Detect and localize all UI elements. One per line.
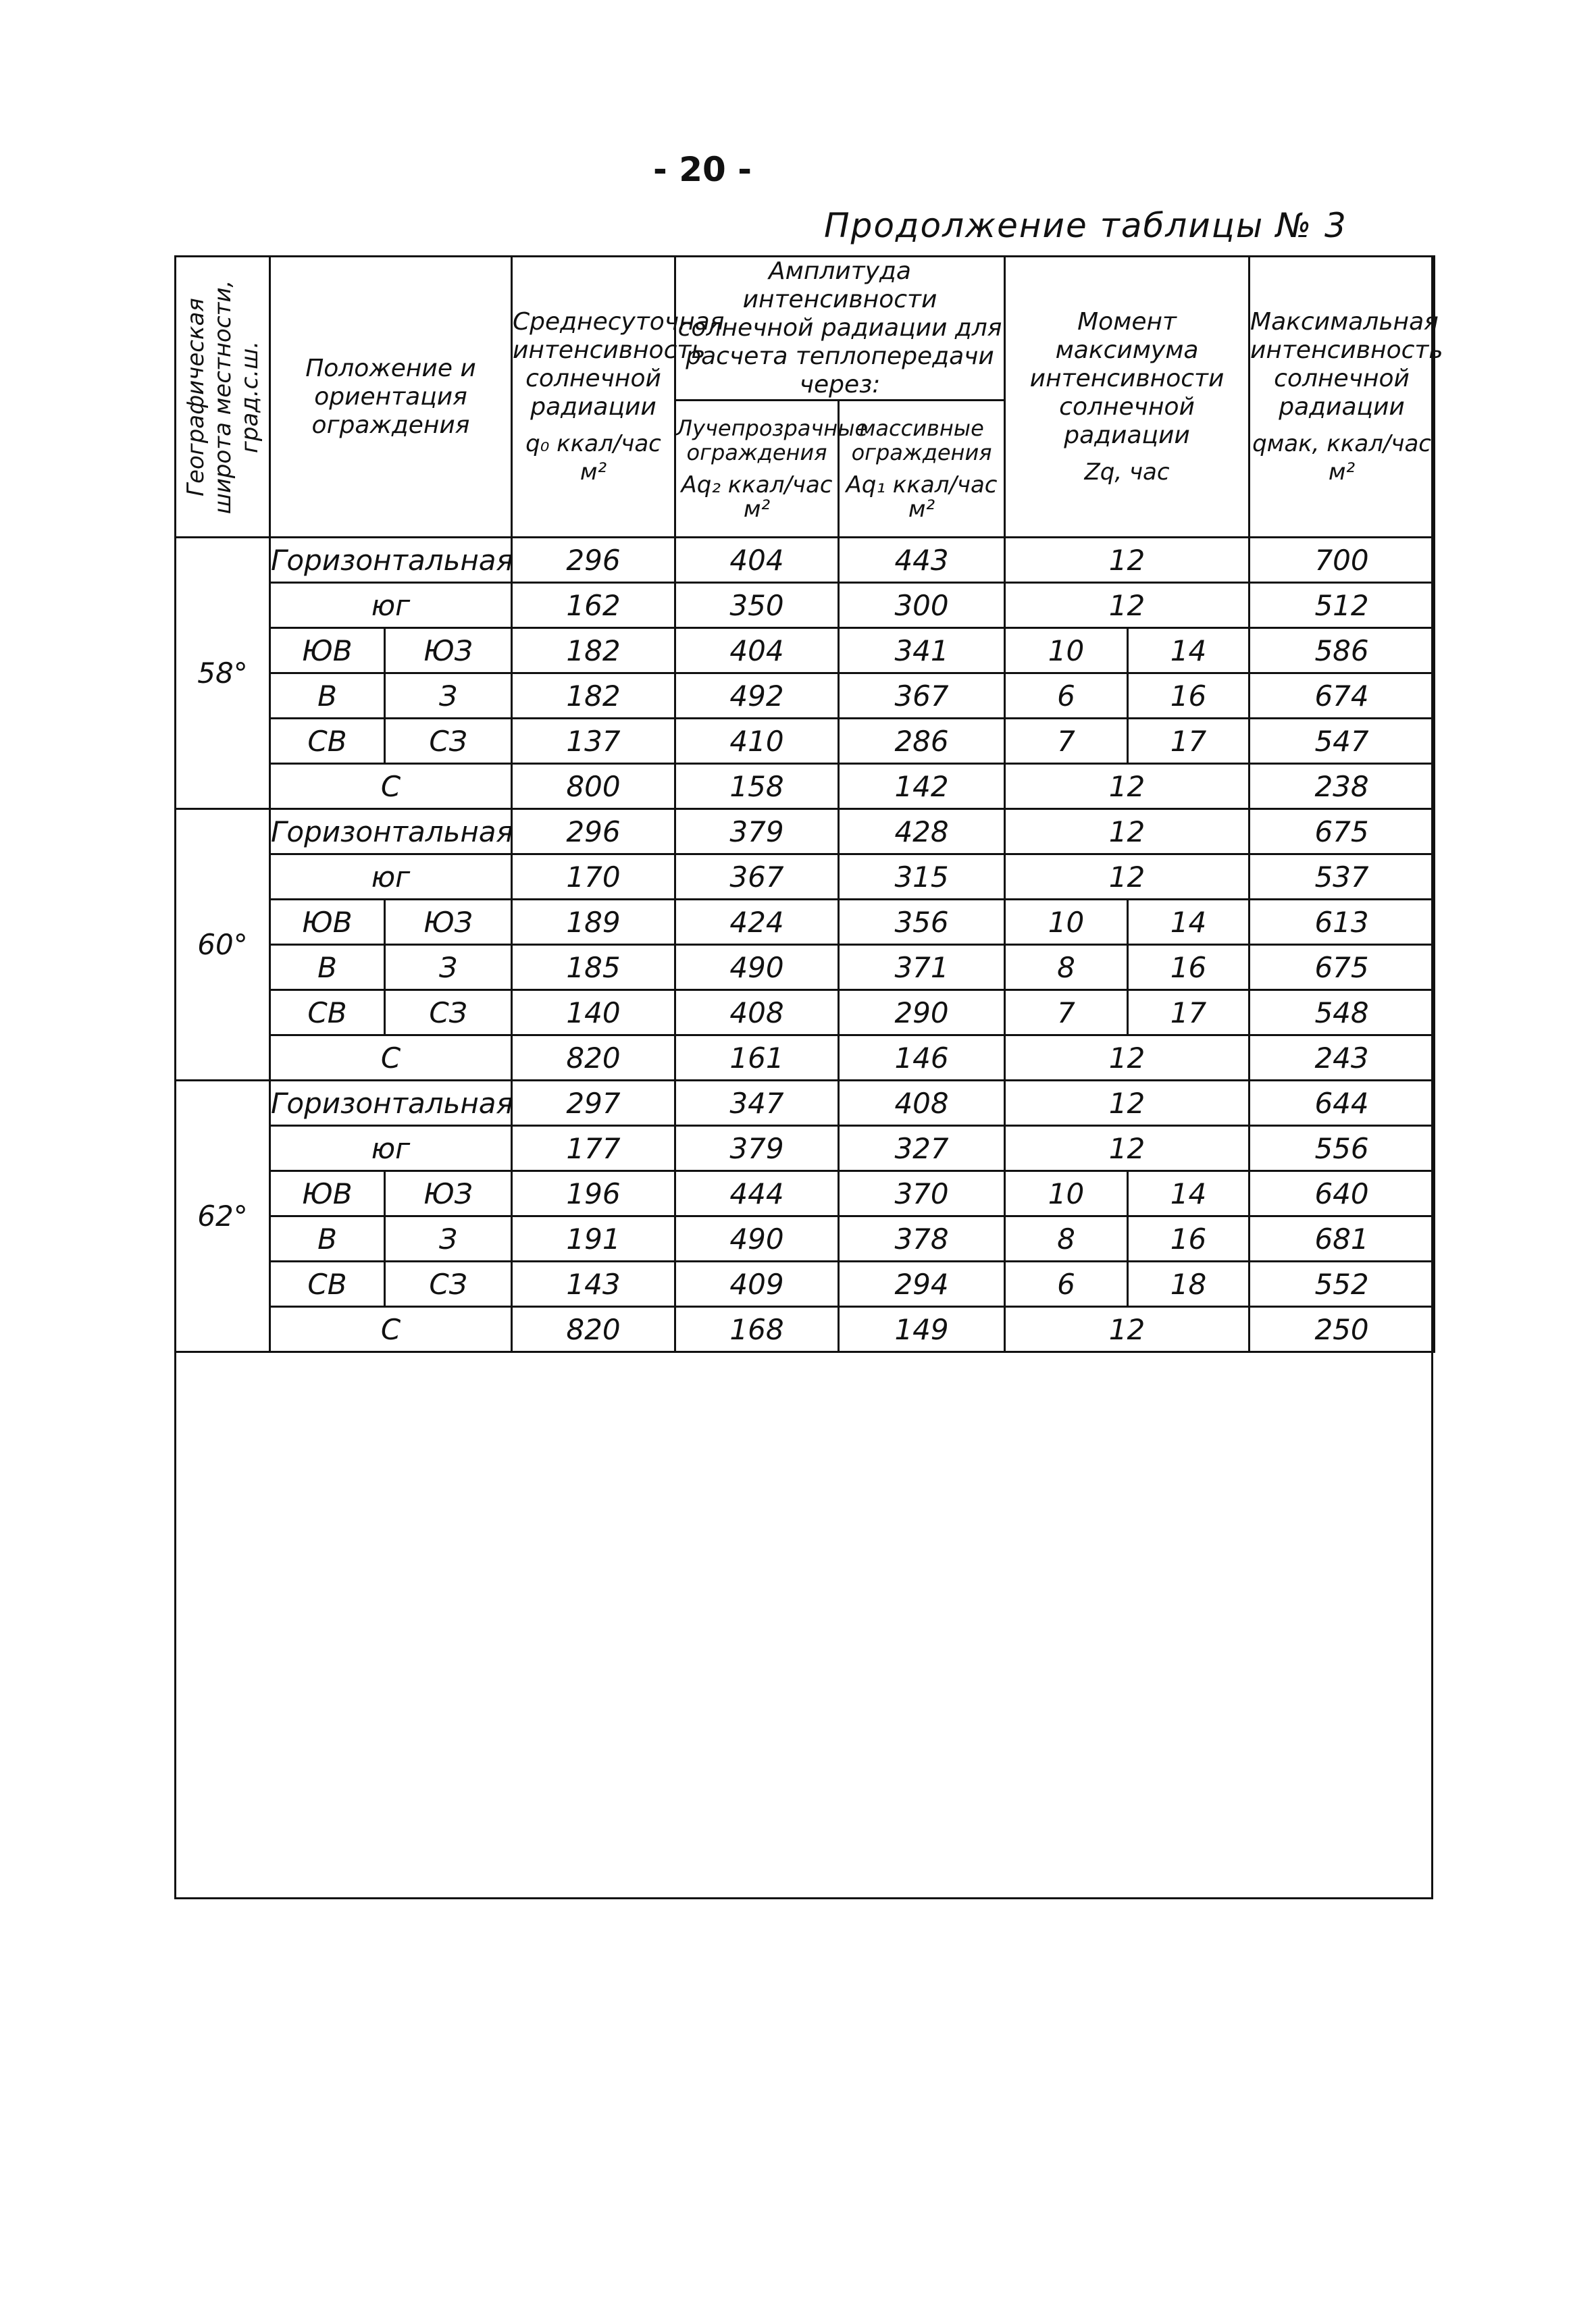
mean-daily-cell: 189: [512, 900, 675, 945]
orientation-cell-alt: З: [385, 1216, 512, 1262]
max-intensity-cell: 250: [1250, 1307, 1435, 1352]
orientation-cell-alt: ЮЗ: [385, 1171, 512, 1216]
translucent-amplitude-cell: 410: [675, 719, 839, 764]
orientation-cell: Горизонтальная: [270, 809, 512, 854]
mean-daily-cell: 140: [512, 990, 675, 1035]
orientation-cell: СВ: [270, 1262, 385, 1307]
massive-amplitude-cell: 315: [839, 854, 1005, 900]
orientation-cell: Горизонтальная: [270, 1081, 512, 1126]
moment-cell: 12: [1005, 538, 1250, 583]
orientation-header-text: Положение и ориентация ограждения: [305, 354, 476, 439]
translucent-amplitude-cell: 367: [675, 854, 839, 900]
mean-daily-cell: 191: [512, 1216, 675, 1262]
massive-amplitude-cell: 300: [839, 583, 1005, 628]
max-intensity-cell: 675: [1250, 809, 1435, 854]
orientation-cell: В: [270, 1216, 385, 1262]
table-row: [176, 719, 1435, 764]
translucent-amplitude-cell: 379: [675, 1126, 839, 1171]
moment-cell: 12: [1005, 1081, 1250, 1126]
max-intensity-cell: 675: [1250, 945, 1435, 990]
massive-formula: Aq₁ ккал/час м²: [846, 471, 998, 523]
orientation-cell: СВ: [270, 990, 385, 1035]
moment-cell-alt: 16: [1128, 673, 1250, 719]
orientation-cell-alt: З: [385, 945, 512, 990]
translucent-amplitude-cell: 490: [675, 945, 839, 990]
table-row: [176, 1035, 1435, 1081]
max-intensity-cell: 537: [1250, 854, 1435, 900]
moment-header: [1005, 257, 1250, 538]
table-row: [176, 673, 1435, 719]
massive-amplitude-cell: 286: [839, 719, 1005, 764]
massive-amplitude-cell: 408: [839, 1081, 1005, 1126]
massive-amplitude-cell: 370: [839, 1171, 1005, 1216]
moment-cell: 12: [1005, 1126, 1250, 1171]
table-row: [176, 1307, 1435, 1352]
translucent-amplitude-cell: 444: [675, 1171, 839, 1216]
table-body: [176, 538, 1435, 1352]
translucent-amplitude-cell: 404: [675, 538, 839, 583]
table-row: [176, 1171, 1435, 1216]
orientation-cell-alt: ЮЗ: [385, 900, 512, 945]
translucent-header-text: Лучепрозрачные ограждения: [676, 415, 869, 465]
orientation-cell: С: [270, 1035, 512, 1081]
max-intensity-cell: 674: [1250, 673, 1435, 719]
mean-daily-formula: q₀ ккал/час м²: [525, 430, 661, 486]
moment-cell: 12: [1005, 854, 1250, 900]
amplitude-header: [675, 257, 1005, 401]
moment-cell-alt: 14: [1128, 1171, 1250, 1216]
table-row: [176, 583, 1435, 628]
table-row: [176, 854, 1435, 900]
max-intensity-cell: 547: [1250, 719, 1435, 764]
massive-amplitude-cell: 428: [839, 809, 1005, 854]
moment-cell: 12: [1005, 1307, 1250, 1352]
orientation-cell: юг: [270, 1126, 512, 1171]
translucent-header: [675, 401, 869, 538]
max-intensity-cell: 243: [1250, 1035, 1435, 1081]
massive-amplitude-cell: 443: [839, 538, 1005, 583]
max-intensity-cell: 548: [1250, 990, 1435, 1035]
table-row: [176, 990, 1435, 1035]
translucent-formula: Aq₂ ккал/час м²: [681, 471, 833, 523]
max-intensity-cell: 640: [1250, 1171, 1435, 1216]
translucent-amplitude-cell: 347: [675, 1081, 839, 1126]
moment-cell-alt: 16: [1128, 945, 1250, 990]
moment-cell: 12: [1005, 583, 1250, 628]
massive-amplitude-cell: 327: [839, 1126, 1005, 1171]
moment-cell: 10: [1005, 628, 1128, 673]
table-row: [176, 1126, 1435, 1171]
translucent-amplitude-cell: 408: [675, 990, 839, 1035]
table-row: [176, 1216, 1435, 1262]
max-intensity-cell: 644: [1250, 1081, 1435, 1126]
orientation-cell: ЮВ: [270, 900, 385, 945]
massive-amplitude-cell: 142: [839, 764, 1005, 809]
mean-daily-cell: 820: [512, 1307, 675, 1352]
translucent-amplitude-cell: 379: [675, 809, 839, 854]
max-intensity-cell: 681: [1250, 1216, 1435, 1262]
max-intensity-cell: 238: [1250, 764, 1435, 809]
mean-daily-cell: 137: [512, 719, 675, 764]
orientation-cell: ЮВ: [270, 628, 385, 673]
moment-cell: 6: [1005, 673, 1128, 719]
massive-amplitude-cell: 149: [839, 1307, 1005, 1352]
amplitude-header-text: Амплитуда интенсивности солнечной радиации для расчета теплопередачи через:: [677, 257, 1002, 398]
moment-cell: 8: [1005, 945, 1128, 990]
massive-header-text: массивные ограждения: [851, 415, 992, 465]
latitude-cell: 58°: [176, 538, 270, 809]
max-formula: qмак, ккал/час м²: [1252, 430, 1431, 486]
translucent-amplitude-cell: 350: [675, 583, 839, 628]
orientation-cell: С: [270, 764, 512, 809]
massive-amplitude-cell: 294: [839, 1262, 1005, 1307]
moment-cell-alt: 17: [1128, 719, 1250, 764]
moment-cell-alt: 16: [1128, 1216, 1250, 1262]
moment-cell: 10: [1005, 1171, 1128, 1216]
moment-cell-alt: 14: [1128, 900, 1250, 945]
translucent-amplitude-cell: 409: [675, 1262, 839, 1307]
table-caption: Продолжение таблицы № 3: [824, 206, 1347, 245]
mean-daily-cell: 143: [512, 1262, 675, 1307]
translucent-amplitude-cell: 158: [675, 764, 839, 809]
mean-daily-cell: 297: [512, 1081, 675, 1126]
table-row: [176, 628, 1435, 673]
moment-cell: 6: [1005, 1262, 1128, 1307]
table-row: [176, 538, 1435, 583]
max-header-text: Максимальная интенсивность солнечной радиации: [1250, 307, 1443, 421]
orientation-cell-alt: З: [385, 673, 512, 719]
orientation-cell: Горизонтальная: [270, 538, 512, 583]
table-row: [176, 945, 1435, 990]
mean-daily-header: [512, 257, 725, 538]
orientation-cell-alt: СЗ: [385, 1262, 512, 1307]
max-intensity-cell: 556: [1250, 1126, 1435, 1171]
translucent-amplitude-cell: 168: [675, 1307, 839, 1352]
max-intensity-cell: 512: [1250, 583, 1435, 628]
translucent-amplitude-cell: 404: [675, 628, 839, 673]
table-row: [176, 1262, 1435, 1307]
moment-cell: 12: [1005, 809, 1250, 854]
translucent-amplitude-cell: 424: [675, 900, 839, 945]
moment-header-text: Момент максимума интенсивности солнечной радиации: [1029, 307, 1225, 449]
mean-daily-cell: 820: [512, 1035, 675, 1081]
page-number: - 20 -: [653, 150, 752, 189]
massive-amplitude-cell: 367: [839, 673, 1005, 719]
solar-radiation-table: [174, 255, 1443, 1353]
table-row: [176, 1081, 1435, 1126]
moment-cell: 8: [1005, 1216, 1128, 1262]
moment-formula: Zq, час: [1084, 458, 1170, 486]
translucent-amplitude-cell: 490: [675, 1216, 839, 1262]
translucent-amplitude-cell: 161: [675, 1035, 839, 1081]
table-row: [176, 900, 1435, 945]
max-intensity-cell: 552: [1250, 1262, 1435, 1307]
mean-daily-header-text: Среднесуточная интенсивность солнечной радиации: [513, 307, 725, 421]
header-row-1: [176, 257, 1435, 401]
massive-amplitude-cell: 371: [839, 945, 1005, 990]
orientation-header: [270, 257, 512, 538]
orientation-cell: юг: [270, 854, 512, 900]
max-intensity-cell: 613: [1250, 900, 1435, 945]
massive-amplitude-cell: 341: [839, 628, 1005, 673]
moment-cell-alt: 18: [1128, 1262, 1250, 1307]
mean-daily-cell: 177: [512, 1126, 675, 1171]
mean-daily-cell: 170: [512, 854, 675, 900]
mean-daily-cell: 182: [512, 673, 675, 719]
latitude-cell: 62°: [176, 1081, 270, 1352]
orientation-cell-alt: СЗ: [385, 719, 512, 764]
max-intensity-cell: 700: [1250, 538, 1435, 583]
orientation-cell: В: [270, 945, 385, 990]
moment-cell: 12: [1005, 764, 1250, 809]
mean-daily-cell: 182: [512, 628, 675, 673]
table-row: [176, 764, 1435, 809]
moment-cell: 7: [1005, 990, 1128, 1035]
orientation-cell-alt: ЮЗ: [385, 628, 512, 673]
massive-amplitude-cell: 146: [839, 1035, 1005, 1081]
moment-cell: 7: [1005, 719, 1128, 764]
translucent-amplitude-cell: 492: [675, 673, 839, 719]
max-header: [1250, 257, 1443, 538]
moment-cell-alt: 14: [1128, 628, 1250, 673]
massive-amplitude-cell: 378: [839, 1216, 1005, 1262]
mean-daily-cell: 800: [512, 764, 675, 809]
max-intensity-cell: 586: [1250, 628, 1435, 673]
latitude-cell: 60°: [176, 809, 270, 1081]
orientation-cell-alt: СЗ: [385, 990, 512, 1035]
mean-daily-cell: 162: [512, 583, 675, 628]
table-row: [176, 809, 1435, 854]
latitude-header-text: Географическая широта местности, град.с.ш.: [182, 280, 263, 514]
orientation-cell: В: [270, 673, 385, 719]
orientation-cell: С: [270, 1307, 512, 1352]
orientation-cell: СВ: [270, 719, 385, 764]
mean-daily-cell: 185: [512, 945, 675, 990]
massive-header: [839, 401, 1005, 538]
moment-cell-alt: 17: [1128, 990, 1250, 1035]
orientation-cell: юг: [270, 583, 512, 628]
latitude-header: [176, 257, 270, 538]
mean-daily-cell: 196: [512, 1171, 675, 1216]
mean-daily-cell: 296: [512, 809, 675, 854]
moment-cell: 10: [1005, 900, 1128, 945]
moment-cell: 12: [1005, 1035, 1250, 1081]
orientation-cell: ЮВ: [270, 1171, 385, 1216]
massive-amplitude-cell: 290: [839, 990, 1005, 1035]
mean-daily-cell: 296: [512, 538, 675, 583]
massive-amplitude-cell: 356: [839, 900, 1005, 945]
